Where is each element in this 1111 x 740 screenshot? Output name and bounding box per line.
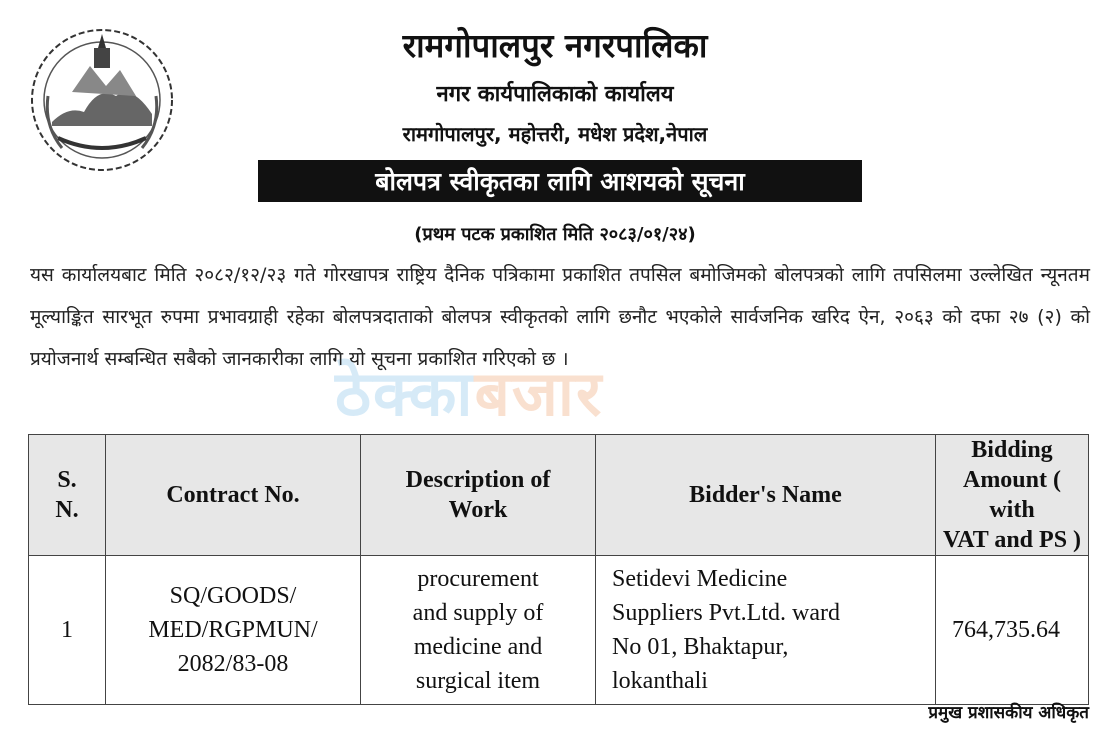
watermark-part2: बजार	[474, 357, 604, 430]
table-row	[29, 556, 1089, 705]
cell-bidder-name: Setidevi Medicine Suppliers Pvt.Ltd. ward No 01, Bhaktapur, lokanthali	[596, 556, 936, 705]
cell-sn: 1	[29, 556, 106, 705]
municipality-name: रामगोपालपुर नगरपालिका	[402, 26, 708, 65]
table-header-row	[29, 435, 1089, 556]
nepal-emblem-icon	[28, 26, 176, 174]
publication-date: (प्रथम पटक प्रकाशित मिति २०८३/०१/२४)	[414, 224, 696, 245]
header-description: Description of Work	[361, 435, 596, 556]
intro-paragraph: यस कार्यालयबाट मिति २०८२/१२/२३ गते गोरखापत्र राष्ट्रिय दैनिक पत्रिकामा प्रकाशित तपसिल बमोजिमको बोलपत्रको लागि तपसिलमा उल्लेखित न्यूनतम मूल्याङ्कित सारभूत रुपमा प्रभावग्राही रहेका बोलपत्रदाताको बोलपत्र स्वीकृतको लागि छनौट भएकोले सार्वजनिक खरिद ऐन, २०६३ को दफा २७ (२) को प्रयोजनार्थ सम्बन्धित सबैको जानकारीका लागि यो सूचना प्रकाशित गरिएको छ ।	[30, 264, 1090, 370]
notice-title: बोलपत्र स्वीकृतका लागि आशयको सूचना	[375, 167, 745, 196]
office-address: रामगोपालपुर, महोत्तरी, मधेश प्रदेश,नेपाल	[402, 122, 708, 146]
header-bidding-amount: Bidding Amount ( with VAT and PS )	[936, 435, 1089, 556]
header-sn: S. N.	[29, 435, 106, 556]
watermark-part1: ठेक्का	[335, 357, 475, 430]
cell-bidding-amount: 764,735.64	[936, 556, 1089, 705]
header-contract-no: Contract No.	[106, 435, 361, 556]
cell-contract-no: SQ/GOODS/ MED/RGPMUN/ 2082/83-08	[106, 556, 361, 705]
signature-title: प्रमुख प्रशासकीय अधिकृत	[928, 703, 1089, 723]
tender-table	[28, 434, 1089, 705]
cell-description: procurement and supply of medicine and surgical item	[361, 556, 596, 705]
notice-title-banner	[258, 160, 862, 202]
office-name: नगर कार्यपालिकाको कार्यालय	[436, 82, 674, 107]
header-bidder-name: Bidder's Name	[596, 435, 936, 556]
